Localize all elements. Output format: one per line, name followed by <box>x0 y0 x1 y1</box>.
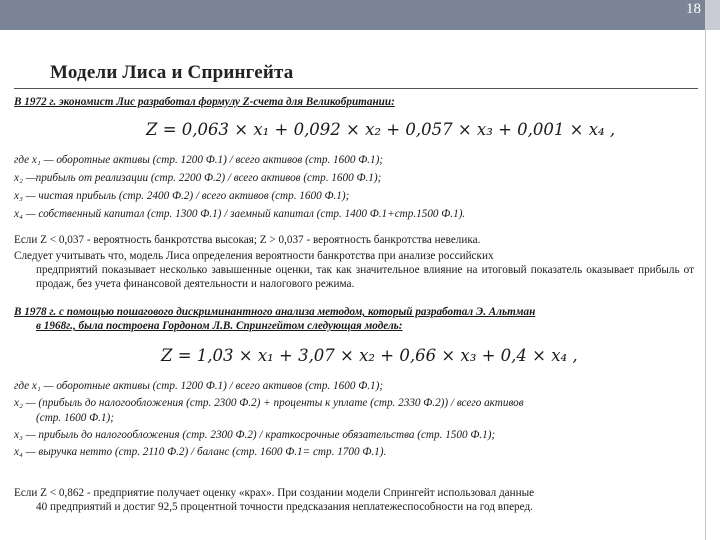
lis-def-2: x₂ —прибыль от реализации (стр. 2200 Ф.2) / всего активов (стр. 1600 Ф.1); <box>14 172 382 184</box>
page-number: 18 <box>686 1 701 17</box>
lis-def-1: где x₁ — оборотные активы (стр. 1200 Ф.1) / всего активов (стр. 1600 Ф.1); <box>14 154 384 166</box>
header-bar <box>0 0 705 30</box>
springate-conclusion-rest: 40 предприятий и достиг 92,5 процентной точности предсказания неплатежеспособности на год вперед. <box>36 501 533 513</box>
header-bar-corner <box>705 0 720 30</box>
lis-def-4: x₄ — собственный капитал (стр. 1300 Ф.1) / заемный капитал (стр. 1400 Ф.1+стр.1500 Ф.1). <box>14 208 466 220</box>
springate-formula: Z = 1,03 × x₁ + 3,07 × x₂ + 0,66 × x₃ + 0,4 × x₄ , <box>161 346 578 365</box>
springate-def-1: где x₁ — оборотные активы (стр. 1200 Ф.1) / всего активов (стр. 1600 Ф.1); <box>14 380 384 392</box>
side-divider <box>705 30 706 540</box>
lis-conclusion: Если Z < 0,037 - вероятность банкротства высокая; Z > 0,037 - вероятность банкротства невелика. <box>14 234 481 246</box>
lis-def-3: x₃ — чистая прибыль (стр. 2400 Ф.2) / всего активов (стр. 1600 Ф.1); <box>14 190 350 202</box>
springate-def-4: x₄ — выручка нетто (стр. 2110 Ф.2) / баланс (стр. 1600 Ф.1= стр. 1700 Ф.1). <box>14 446 387 458</box>
springate-intro-first: В 1978 г. с помощью пошагового дискриминантного анализа методом, который разработал Э. Альтман <box>14 306 536 318</box>
lis-note-first: Следует учитывать что, модель Лиса определения вероятности банкротства при анализе российских <box>14 250 494 262</box>
springate-conclusion-first: Если Z < 0,862 - предприятие получает оценку «крах». При создании модели Спрингейт использовал данные <box>14 487 535 499</box>
springate-def-2-cont: (стр. 1600 Ф.1); <box>36 412 114 424</box>
lis-intro: В 1972 г. экономист Лис разработал формулу Z-счета для Великобритании: <box>14 96 395 108</box>
springate-def-2: x₂ — (прибыль до налогообложения (стр. 2300 Ф.2) + проценты к уплате (стр. 2330 Ф.2)) / всего активов <box>14 397 524 409</box>
springate-intro-second: в 1968г., была построена Гордоном Л.В. Спрингейтом следующая модель: <box>36 320 403 332</box>
title-underline <box>14 88 698 89</box>
springate-def-3: x₃ — прибыль до налогообложения (стр. 2300 Ф.2) / краткосрочные обязательства (стр. 1500 Ф.1); <box>14 429 496 441</box>
lis-formula: Z = 0,063 × x₁ + 0,092 × x₂ + 0,057 × x₃ + 0,001 × x₄ , <box>146 120 616 139</box>
slide-title: Модели Лиса и Спрингейта <box>50 62 294 83</box>
lis-note-rest: предприятий показывает несколько завышенные оценки, так как значительное влияние на итоговый показатель оказывает прибыль от продаж, без учета финансовой деятельности и налогового режима. <box>36 264 694 290</box>
